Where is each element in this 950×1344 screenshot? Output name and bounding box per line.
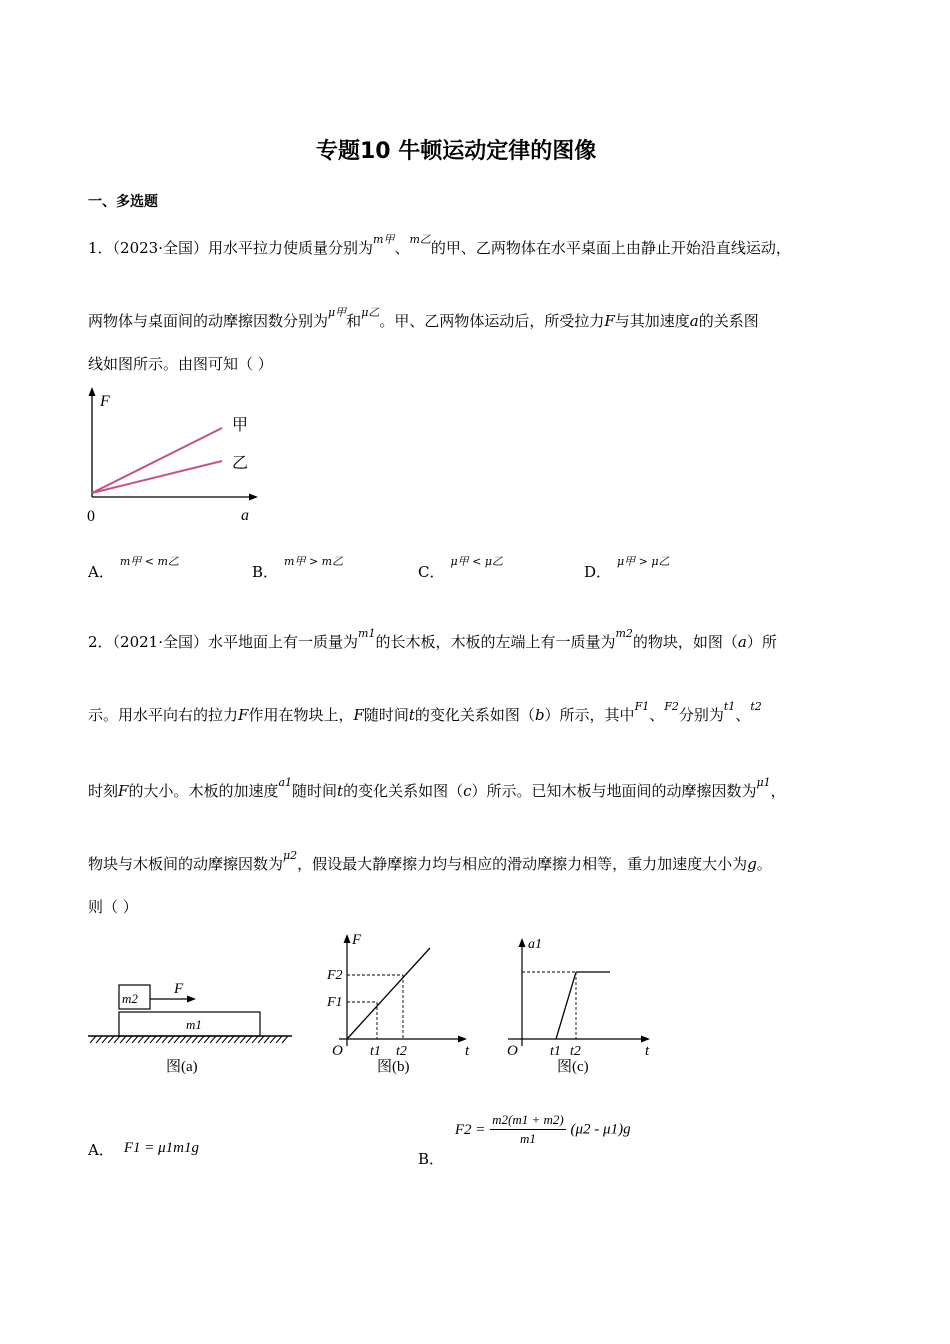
sym-F: F: [118, 782, 129, 800]
sym-t: t: [337, 782, 344, 800]
q2-text: 物块与木板间的动摩擦因数为: [88, 855, 284, 873]
option-key: B．: [252, 563, 279, 581]
sym-F: F: [238, 706, 249, 724]
option-text: μ甲 > μ乙: [617, 555, 670, 568]
sym-m2: m2: [615, 627, 633, 640]
x-axis-arrow: [458, 1036, 467, 1043]
q2-option-a[interactable]: [88, 1140, 199, 1161]
q2-source: （2021·全国）: [112, 633, 208, 651]
q2-text: 。: [756, 855, 772, 873]
page-title: 专题10 牛顿运动定律的图像: [316, 139, 597, 164]
q2-option-b[interactable]: [418, 1112, 631, 1168]
q2-text: 水平地面上有一质量为: [208, 633, 359, 651]
q1-line2: [88, 303, 759, 331]
sym-F: F: [353, 706, 364, 724]
sym-c: c: [463, 782, 472, 800]
option-text-lhs: F2 =: [454, 1121, 486, 1138]
q2-line3: [88, 773, 786, 801]
y-axis-arrow: [344, 934, 351, 943]
sym-m-jia: m甲: [373, 233, 395, 246]
x-label: a: [241, 507, 249, 524]
label-jia: 甲: [232, 417, 249, 434]
sym-t2: t2: [750, 700, 762, 713]
label-t1: t1: [550, 1044, 561, 1059]
section-heading: 一、多选题: [88, 194, 158, 210]
ground-hatch: [90, 1036, 288, 1043]
force-arrowhead: [187, 996, 196, 1003]
q2-line1: [88, 624, 777, 652]
q2-text: 随时间: [363, 706, 409, 724]
y-label: a1: [528, 937, 542, 952]
label-F1: F1: [327, 995, 343, 1010]
q2-text: 时刻: [88, 782, 119, 800]
separator: 、: [649, 706, 665, 724]
sym-a: a: [737, 633, 747, 651]
label-t2: t2: [570, 1044, 581, 1059]
fraction-numerator: m2(m1 + m2): [490, 1112, 566, 1130]
q2-text: 的物块，如图（: [632, 633, 738, 651]
q1-text: 用水平拉力使质量分别为: [208, 239, 374, 257]
x-label: t: [465, 1043, 470, 1059]
sym-m1: m1: [358, 627, 376, 640]
label-F2: F2: [327, 968, 343, 983]
sym-mu-yi: μ乙: [361, 306, 380, 319]
option-key: B．: [418, 1149, 445, 1168]
separator: 、: [394, 239, 410, 257]
q2-text: 作用在物块上，: [248, 706, 354, 724]
sym-mu1: μ1: [756, 776, 771, 789]
sym-F1: F1: [634, 700, 650, 713]
origin-label: O: [507, 1043, 518, 1059]
label-t1: t1: [370, 1044, 381, 1059]
option-key: A．: [88, 1141, 114, 1159]
label-m2: m2: [122, 991, 138, 1006]
sym-F: F: [604, 312, 615, 330]
sym-t: t: [408, 706, 415, 724]
y-axis-arrow: [519, 938, 526, 947]
q1-text: 和: [346, 312, 362, 330]
q2-text: 的变化关系如图（: [343, 782, 464, 800]
option-key: D．: [584, 563, 612, 581]
label-t2: t2: [396, 1044, 407, 1059]
option-key: C．: [418, 563, 445, 581]
q1-text: 。甲、乙两物体运动后，所受拉力: [379, 312, 605, 330]
q1-option-a[interactable]: [88, 555, 179, 584]
x-label: t: [645, 1043, 650, 1059]
y-label: F: [100, 393, 110, 410]
fraction-denominator: m1: [520, 1131, 536, 1146]
q2-text: 的变化关系如图（: [414, 706, 535, 724]
q2-line5: 则（ ）: [88, 898, 138, 916]
caption-c: 图(c): [557, 1059, 589, 1075]
q1-source: （2023·全国）: [112, 239, 208, 257]
fig-c: [500, 928, 665, 1083]
q2-line4: [88, 846, 772, 874]
q1-text: 的甲、乙两物体在水平桌面上由静止开始沿直线运动，: [430, 239, 791, 257]
y-label: F: [352, 932, 362, 948]
q2-text: ，假设最大静摩擦力均与相应的滑动摩擦力相等，重力加速度大小为: [297, 855, 748, 873]
option-text: m甲 < m乙: [119, 555, 179, 568]
sym-mu-jia: μ甲: [328, 306, 347, 319]
sym-F2: F2: [664, 700, 679, 713]
option-text: μ甲 < μ乙: [450, 555, 503, 568]
origin-label: 0: [87, 508, 95, 525]
caption-a: 图(a): [166, 1059, 198, 1075]
q2-text: ）所示。已知木板与地面间的动摩擦因数为: [471, 782, 757, 800]
option-text: F1 = μ1m1g: [123, 1140, 199, 1156]
fraction: [490, 1112, 566, 1147]
line-jia: [92, 428, 222, 493]
q1-option-b[interactable]: [252, 555, 344, 584]
line-yi: [92, 461, 222, 493]
q2-text: 示。用水平向右的拉力: [88, 706, 239, 724]
a-ramp: [556, 972, 576, 1039]
sym-t1: t1: [723, 700, 736, 713]
f-line: [347, 948, 430, 1039]
sym-m-yi: m乙: [409, 233, 431, 246]
q2-text: ，: [770, 782, 786, 800]
sym-mu2: μ2: [283, 849, 298, 862]
option-text: m甲 > m乙: [284, 555, 344, 568]
option-key: A．: [88, 563, 114, 581]
q2-text: 的长木板，木板的左端上有一质量为: [375, 633, 616, 651]
origin-label: O: [332, 1043, 343, 1059]
q2-line2: [88, 697, 762, 725]
q1-text: 与其加速度: [614, 312, 690, 330]
caption-b: 图(b): [377, 1059, 410, 1075]
q1-number: 1．: [88, 239, 113, 257]
fig-b: [325, 928, 485, 1083]
sym-g: g: [747, 855, 757, 873]
sym-b: b: [534, 706, 545, 724]
q2-number: 2．: [88, 633, 113, 651]
q1-text: 两物体与桌面间的动摩擦因数分别为: [88, 312, 329, 330]
q2-text: ）所示，其中: [544, 706, 635, 724]
sym-a1: a1: [278, 776, 293, 789]
label-F: F: [174, 981, 184, 997]
q2-text: 随时间: [292, 782, 338, 800]
q1-graph: [80, 385, 280, 525]
q2-text: ）所: [746, 633, 777, 651]
q1-text: 的关系图: [698, 312, 759, 330]
q1-line3: 线如图所示。由图可知（ ）: [88, 355, 273, 373]
y-axis-arrow: [89, 387, 96, 396]
x-axis-arrow: [641, 1036, 650, 1043]
fig-a: [86, 975, 298, 1085]
x-axis-arrow: [249, 494, 258, 501]
label-m1: m1: [186, 1017, 202, 1032]
q2-text: 的大小。木板的加速度: [128, 782, 279, 800]
label-yi: 乙: [232, 455, 249, 472]
option-text-tail: (μ2 - μ1)g: [570, 1121, 631, 1138]
sym-a: a: [689, 312, 699, 330]
q1-line1: [88, 230, 791, 258]
q2-text: 分别为: [678, 706, 724, 724]
separator: 、: [735, 706, 751, 724]
